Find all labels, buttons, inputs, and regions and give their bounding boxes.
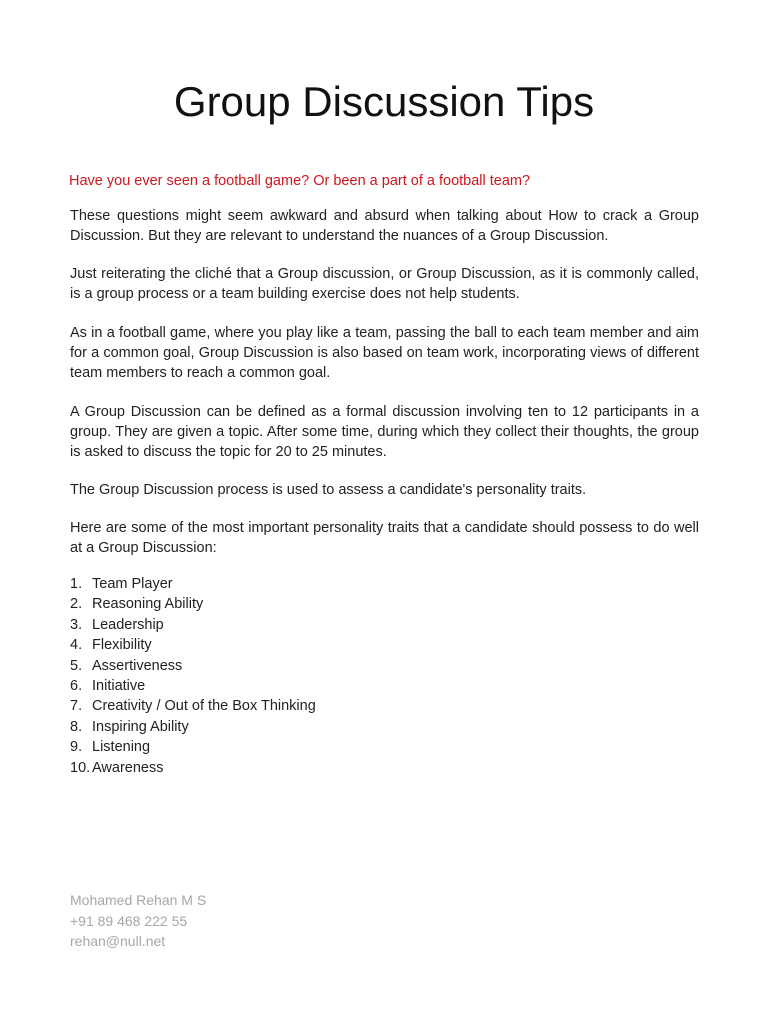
list-number: 3. xyxy=(70,616,83,633)
list-item-label: Leadership xyxy=(92,616,164,633)
list-item-label: Creativity / Out of the Box Thinking xyxy=(92,698,316,715)
contact-email: rehan@null.net xyxy=(70,933,166,949)
paragraph: These questions might seem awkward and absurd when talking about How to crack a Group Discussion. But they are relevant to understand the nuances of a Group Discussion. xyxy=(70,208,699,244)
list-item-label: Inspiring Ability xyxy=(92,718,189,735)
list-number: 9. xyxy=(70,739,83,756)
list-item-label: Flexibility xyxy=(92,637,152,654)
list-item-label: Listening xyxy=(92,739,151,756)
list-item xyxy=(70,574,316,594)
list-number: 10. xyxy=(70,759,91,776)
list-item xyxy=(70,676,316,696)
paragraph: Here are some of the most important personality traits that a candidate should possess to do well at a Group Discussion: xyxy=(70,520,699,556)
traits-list xyxy=(70,574,316,778)
contact-name: Mohamed Rehan M S xyxy=(70,892,207,908)
list-number: 7. xyxy=(70,698,83,715)
list-item xyxy=(70,737,316,757)
list-item-label: Assertiveness xyxy=(92,657,183,674)
page-title: Group Discussion Tips xyxy=(173,78,595,125)
paragraph: The Group Discussion process is used to assess a candidate's personality traits. xyxy=(70,482,587,498)
list-item-label: Reasoning Ability xyxy=(92,596,204,613)
list-item xyxy=(70,696,316,716)
list-number: 4. xyxy=(70,637,83,654)
paragraph: A Group Discussion can be defined as a formal discussion involving ten to 12 participants in a group. They are given a topic. After some time, during which they collect their thoughts, the group is asked to discuss the topic for 20 to 25 minutes. xyxy=(70,404,699,460)
list-item xyxy=(70,635,316,655)
list-item xyxy=(70,717,316,737)
list-number: 8. xyxy=(70,718,83,735)
contact-block xyxy=(70,890,206,952)
paragraph: As in a football game, where you play like a team, passing the ball to each team member and aim for a common goal, Group Discussion is also based on team work, incorporating views of different team members to reach a common goal. xyxy=(70,325,699,381)
intro-question: Have you ever seen a football game? Or been a part of a football team? xyxy=(69,173,531,189)
list-item-label: Initiative xyxy=(92,678,146,695)
list-number: 2. xyxy=(70,596,83,613)
list-item-label: Awareness xyxy=(92,759,164,776)
list-item-label: Team Player xyxy=(92,576,173,592)
list-item xyxy=(70,594,316,614)
paragraph: Just reiterating the cliché that a Group discussion, or Group Discussion, as it is commonly called, is a group process or a team building exercise does not help students. xyxy=(70,266,699,302)
list-item xyxy=(70,615,316,635)
list-item xyxy=(70,758,316,778)
contact-phone: +91 89 468 222 55 xyxy=(70,912,188,929)
list-item xyxy=(70,656,316,676)
list-number: 5. xyxy=(70,657,83,674)
list-number: 1. xyxy=(70,576,83,592)
list-number: 6. xyxy=(70,678,83,695)
